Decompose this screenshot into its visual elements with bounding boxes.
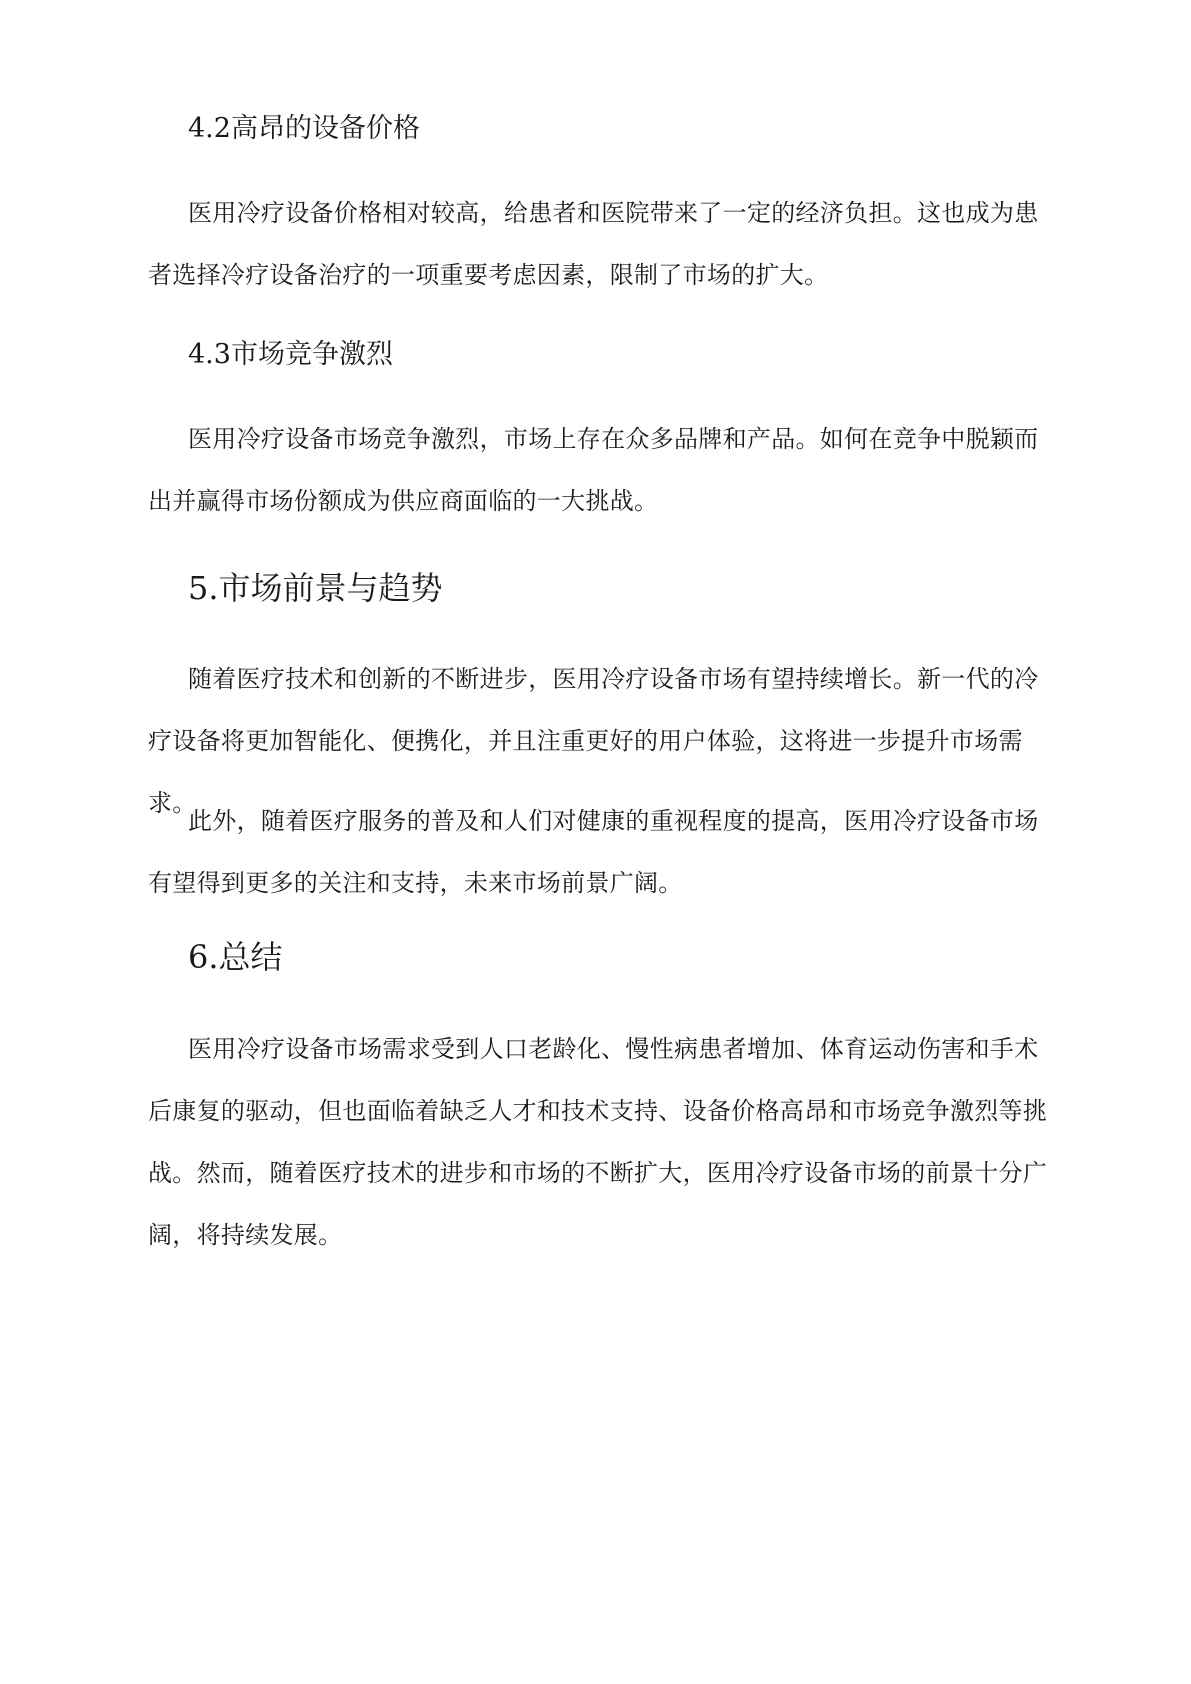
- section-heading-6: 6.总结: [188, 938, 283, 976]
- paragraph-market-outlook-2: 此外，随着医疗服务的普及和人们对健康的重视程度的提高，医用冷疗设备市场有望得到更多的关注和支持，未来市场前景广阔。: [148, 807, 1039, 897]
- paragraph-market-outlook-1: 随着医疗技术和创新的不断进步，医用冷疗设备市场有望持续增长。新一代的冷疗设备将更加智能化、便携化，并且注重更好的用户体验，这将进一步提升市场需求。: [148, 665, 1039, 817]
- paragraph-summary: 医用冷疗设备市场需求受到人口老龄化、慢性病患者增加、体育运动伤害和手术后康复的驱动，但也面临着缺乏人才和技术支持、设备价格高昂和市场竞争激烈等挑战。然而，随着医疗技术的进步和市场的不断扩大，医用冷疗设备市场的前景十分广阔，将持续发展。: [148, 1035, 1048, 1249]
- paragraph-device-price: 医用冷疗设备价格相对较高，给患者和医院带来了一定的经济负担。这也成为患者选择冷疗设备治疗的一项重要考虑因素，限制了市场的扩大。: [148, 199, 1039, 289]
- section-heading-5: 5.市场前景与趋势: [188, 569, 443, 607]
- section-heading-4-3: 4.3市场竞争激烈: [188, 339, 393, 370]
- paragraph-market-competition: 医用冷疗设备市场竞争激烈，市场上存在众多品牌和产品。如何在竞争中脱颖而出并赢得市场份额成为供应商面临的一大挑战。: [148, 425, 1039, 515]
- section-heading-4-2: 4.2高昂的设备价格: [188, 113, 420, 144]
